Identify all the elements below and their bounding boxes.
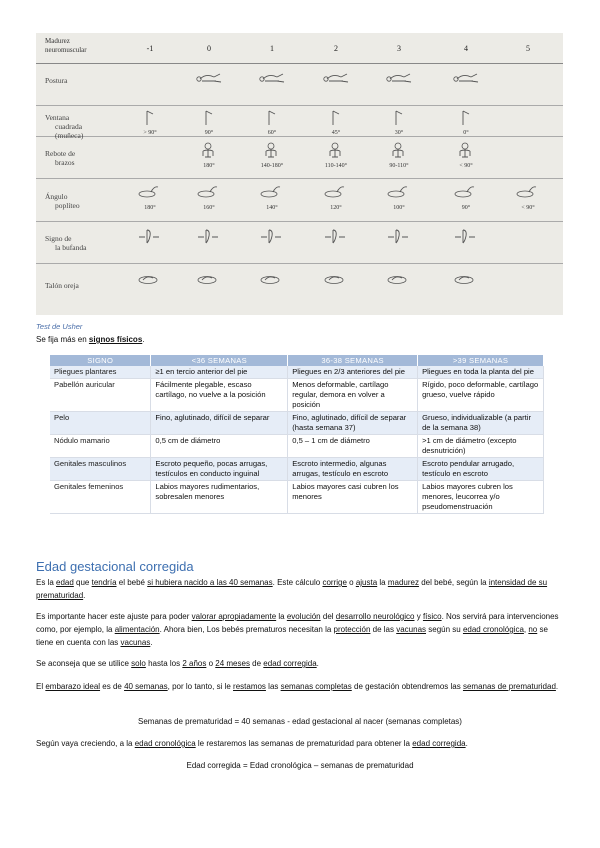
paragraph-definition [36,576,564,602]
posture-diagram-icon [259,142,285,162]
angle-caption: < 90° [521,205,535,211]
angle-caption: 45° [331,130,341,136]
text-run: . [150,638,153,647]
paragraph-ideal-pregnancy [36,680,564,693]
emphasized-term: edad cronológica [462,625,524,634]
emphasized-term: embarazo ideal [45,682,101,691]
text-run: de gestación obtendremos las [351,682,463,691]
emphasized-term: valorar apropiadamente [191,612,277,621]
criteria-cell: 0,5 – 1 cm de diámetro [288,435,418,458]
posture-diagram-icon [196,227,222,247]
angle-caption: 160° [203,205,215,211]
posture-diagram-icon [259,69,285,89]
text-run: , por lo tanto, si le [167,682,234,691]
angle-caption: 110-140° [324,163,348,169]
ballard-diagram-cell [498,184,558,211]
posture-diagram-icon [196,109,222,129]
text-run: y [414,612,423,621]
posture-diagram-icon [386,184,412,204]
text-run: . [316,659,319,668]
posture-diagram-icon [259,269,285,289]
angle-caption: 30° [394,130,404,136]
ballard-diagram-cell [179,142,239,169]
posture-diagram-icon [515,184,541,204]
ballard-diagram-cell [242,269,302,289]
ballard-diagram-cell [436,142,496,169]
emphasized-term: edad corregida [412,739,466,748]
column-header: SIGNO [50,355,151,366]
score-label: 2 [334,44,338,53]
emphasized-term: si hubiera nacido a las 40 semanas [147,578,273,587]
emphasized-term: semanas de prematuridad [462,682,556,691]
text-run: . [465,739,468,748]
paragraph-usage [36,657,564,670]
ballard-row-label [45,192,80,210]
ballard-diagram-cell [242,184,302,211]
posture-diagram-icon [323,269,349,289]
usher-intro [36,335,145,344]
criteria-cell: Fino, aglutinado, difícil de separar (hasta semana 37) [288,412,418,435]
score-label: 1 [270,44,274,53]
posture-diagram-icon [323,69,349,89]
formula-prematurity: Semanas de prematuridad = 40 semanas - edad gestacional al nacer (semanas completas) [138,717,462,726]
ballard-row [36,178,563,222]
text-run: hasta los [145,659,183,668]
posture-diagram-icon [323,227,349,247]
ballard-diagram-cell [369,184,429,211]
ballard-diagram-cell [369,142,429,169]
emphasized-term: tendría [91,578,117,587]
text-run: las [265,682,281,691]
posture-diagram-icon [259,184,285,204]
sign-cell: Genitales femeninos [50,481,151,514]
posture-diagram-icon [386,269,412,289]
posture-diagram-icon [453,142,479,162]
criteria-cell: Labios mayores casi cubren los menores [288,481,418,514]
emphasized-term: vacunas [120,638,151,647]
text-run: la [276,612,287,621]
column-header: >39 SEMANAS [418,355,544,366]
ballard-diagram-cell [242,109,302,136]
angle-caption: 60° [267,130,277,136]
posture-diagram-icon [323,142,349,162]
posture-diagram-icon [137,109,163,129]
ballard-diagram-cell [436,69,496,89]
emphasized-term: no [528,625,538,634]
posture-diagram-icon [323,184,349,204]
ballard-diagram-cell [436,184,496,211]
criteria-cell: Labios mayores rudimentarios, sobresalen menores [151,481,288,514]
posture-diagram-icon [453,109,479,129]
angle-caption: 90-110° [389,163,409,169]
emphasized-term: alimentación [114,625,160,634]
row-label-line: brazos [55,158,75,167]
row-label-line: cuadrada [55,121,83,131]
posture-diagram-icon [196,69,222,89]
angle-caption: 90° [461,205,471,211]
angle-caption: 120° [330,205,342,211]
ballard-diagram-cell [179,227,239,247]
ballard-row-label [45,149,75,167]
angle-caption: 180° [203,163,215,169]
text-run: Es la [36,578,57,587]
posture-diagram-icon [453,269,479,289]
posture-diagram-icon [259,227,285,247]
usher-row [50,458,544,481]
criteria-cell: Escroto pequeño, pocas arrugas, testículos en conducto inguinal [151,458,288,481]
row-label-line: Postura [45,76,68,85]
usher-row [50,435,544,458]
posture-diagram-icon [453,69,479,89]
ballard-diagram-cell [306,142,366,169]
column-header: <36 SEMANAS [151,355,288,366]
text-run: El [36,682,46,691]
criteria-cell: Pliegues en 2/3 anteriores del pie [288,366,418,379]
intro-emphasis: signos físicos [88,335,143,344]
ballard-diagram-cell [306,269,366,289]
angle-caption: 140-180° [260,163,284,169]
text-run: del bebé, según la [418,578,489,587]
intro-text: . [142,335,145,344]
angle-caption: < 90° [459,163,473,169]
text-run: . [555,682,559,691]
row-label-line: Ventana [45,112,70,122]
ballard-diagram-cell [179,69,239,89]
emphasized-term: semanas completas [280,682,352,691]
text-run: es de [100,682,125,691]
ballard-diagram-cell [120,269,180,289]
ballard-row [36,105,563,140]
posture-diagram-icon [386,109,412,129]
emphasized-term: restamos [233,682,266,691]
ballard-diagram-cell [369,109,429,136]
emphasized-term: madurez [387,578,419,587]
ballard-diagram-cell [242,142,302,169]
score-label: 5 [526,44,530,53]
row-label-line: Rebote de [45,149,76,158]
usher-row [50,481,544,514]
ballard-diagram-cell [120,227,180,247]
intro-text: Se fija más en [36,335,89,344]
posture-diagram-icon [386,227,412,247]
criteria-cell: Fino, aglutinado, difícil de separar [151,412,288,435]
criteria-cell: Grueso, individualizable (a partir de la semana 38) [418,412,544,435]
ballard-row [36,221,563,264]
posture-diagram-icon [137,269,163,289]
text-run: que [73,578,92,587]
emphasized-term: edad cronológica [134,739,196,748]
ballard-diagram-cell [179,109,239,136]
ballard-header [36,33,563,64]
text-run: de las [370,625,397,634]
angle-caption: 0° [463,130,469,136]
ballard-row [36,263,563,315]
emphasized-term: edad [56,578,74,587]
criteria-cell: 0,5 cm de diámetro [151,435,288,458]
text-run: la [377,578,388,587]
ballard-diagram-cell [306,227,366,247]
ballard-diagram-cell [120,109,180,136]
ballard-diagram-cell [179,184,239,211]
emphasized-term: 40 semanas [124,682,168,691]
emphasized-term: ajusta [355,578,378,587]
ballard-diagram-cell [242,69,302,89]
angle-caption: > 90° [143,130,157,136]
angle-caption: 100° [393,205,405,211]
sign-cell: Pelo [50,412,151,435]
criteria-cell: Rígido, poco deformable, cartílago grueso, vuelve rápido [418,379,544,412]
emphasized-term: 2 años [182,659,207,668]
usher-table [50,355,544,514]
emphasized-term: desarrollo neurológico [335,612,415,621]
text-run: Es importante hacer este ajuste para poder [36,612,192,621]
usher-title: Test de Usher [36,322,83,331]
text-run: Según vaya creciendo, a la [36,739,135,748]
section-heading: Edad gestacional corregida [36,559,194,574]
text-run: . Este cálculo [272,578,323,587]
text-run: o [206,659,216,668]
text-run: . Ahora bien, Los bebés prematuros necesitan la [159,625,334,634]
text-run: se tiene en cuenta con las [36,625,548,647]
ballard-diagram-cell [436,109,496,136]
posture-diagram-icon [137,227,163,247]
text-run: o [346,578,356,587]
angle-caption: 140° [266,205,278,211]
column-header: 36-38 SEMANAS [288,355,418,366]
ballard-diagram-cell [306,109,366,136]
ballard-row [36,63,563,106]
emphasized-term: edad corregida [263,659,317,668]
criteria-cell: Fácilmente plegable, escaso cartílago, no vuelve a la posición [151,379,288,412]
usher-row [50,379,544,412]
ballard-header-label [45,37,87,55]
score-label: 4 [464,44,468,53]
emphasized-term: solo [131,659,146,668]
row-label-line: Signo de [45,234,72,243]
text-run: . Nos servirá para intervenciones como, por ejemplo, la [36,612,559,634]
ballard-diagram-cell [179,269,239,289]
posture-diagram-icon [386,69,412,89]
emphasized-term: protección [333,625,371,634]
ballard-row [36,136,563,179]
score-label: 0 [207,44,211,53]
formula-corrected-age: Edad corregida = Edad cronológica – semanas de prematuridad [186,761,414,770]
row-label-line: la bufanda [55,243,87,252]
ballard-diagram-cell [242,227,302,247]
ballard-diagram-cell [120,184,180,211]
header-label-line: Madurez [45,37,70,45]
emphasized-term: físico [422,612,442,621]
ballard-diagram-cell [436,227,496,247]
sign-cell: Nódulo mamario [50,435,151,458]
ballard-row-label [45,281,79,290]
ballard-row-label [45,234,86,252]
sign-cell: Pabellón auricular [50,379,151,412]
criteria-cell: Pliegues en toda la planta del pie [418,366,544,379]
score-label: 3 [397,44,401,53]
header-label-line: neuromuscular [45,46,87,54]
ballard-diagram-cell [369,227,429,247]
sign-cell: Pliegues plantares [50,366,151,379]
criteria-cell: >1 cm de diámetro (excepto desnutrición) [418,435,544,458]
posture-diagram-icon [137,184,163,204]
usher-row [50,366,544,379]
criteria-cell: ≥1 en tercio anterior del pie [151,366,288,379]
ballard-diagram-cell [306,69,366,89]
text-run: . [83,591,86,600]
criteria-cell: Labios mayores cubren los menores, leucorrea y/o pseudomenstruación [418,481,544,514]
text-run: le restaremos las semanas de prematuridad para obtener la [195,739,413,748]
posture-diagram-icon [196,269,222,289]
text-run: , [523,625,529,634]
criteria-cell: Escroto intermedio, algunas arrugas, testículo en escroto [288,458,418,481]
ballard-figure [36,33,563,315]
text-run: según su [426,625,463,634]
text-run: de [249,659,264,668]
criteria-cell: Menos deformable, cartílago regular, demora en volver a posición [288,379,418,412]
text-run: Se aconseja que se utilice [36,659,132,668]
row-label-line: Talón oreja [45,281,79,290]
emphasized-term: vacunas [396,625,427,634]
sign-cell: Genitales masculinos [50,458,151,481]
text-run: el bebé [116,578,148,587]
ballard-diagram-cell [369,69,429,89]
posture-diagram-icon [453,227,479,247]
emphasized-term: intensidad de su prematuridad [36,578,548,600]
posture-diagram-icon [453,184,479,204]
ballard-diagram-cell [436,269,496,289]
usher-row [50,412,544,435]
paragraph-growth [36,737,564,750]
emphasized-term: corrige [322,578,347,587]
ballard-diagram-cell [369,269,429,289]
posture-diagram-icon [196,142,222,162]
ballard-row-label [45,76,68,85]
text-run: del [320,612,336,621]
paragraph-importance [36,610,564,649]
posture-diagram-icon [386,142,412,162]
angle-caption: 180° [144,205,156,211]
emphasized-term: 24 meses [215,659,250,668]
row-label-line: poplíteo [55,200,80,210]
posture-diagram-icon [196,184,222,204]
posture-diagram-icon [323,109,349,129]
emphasized-term: evolución [286,612,321,621]
posture-diagram-icon [259,109,285,129]
score-label: -1 [146,44,154,53]
usher-header-row [50,355,544,366]
row-label-line: Ángulo [45,191,68,201]
ballard-diagram-cell [306,184,366,211]
criteria-cell: Escroto pendular arrugado, testículo en escroto [418,458,544,481]
angle-caption: 90° [204,130,214,136]
row-label-line: (muñeca) [55,130,84,140]
